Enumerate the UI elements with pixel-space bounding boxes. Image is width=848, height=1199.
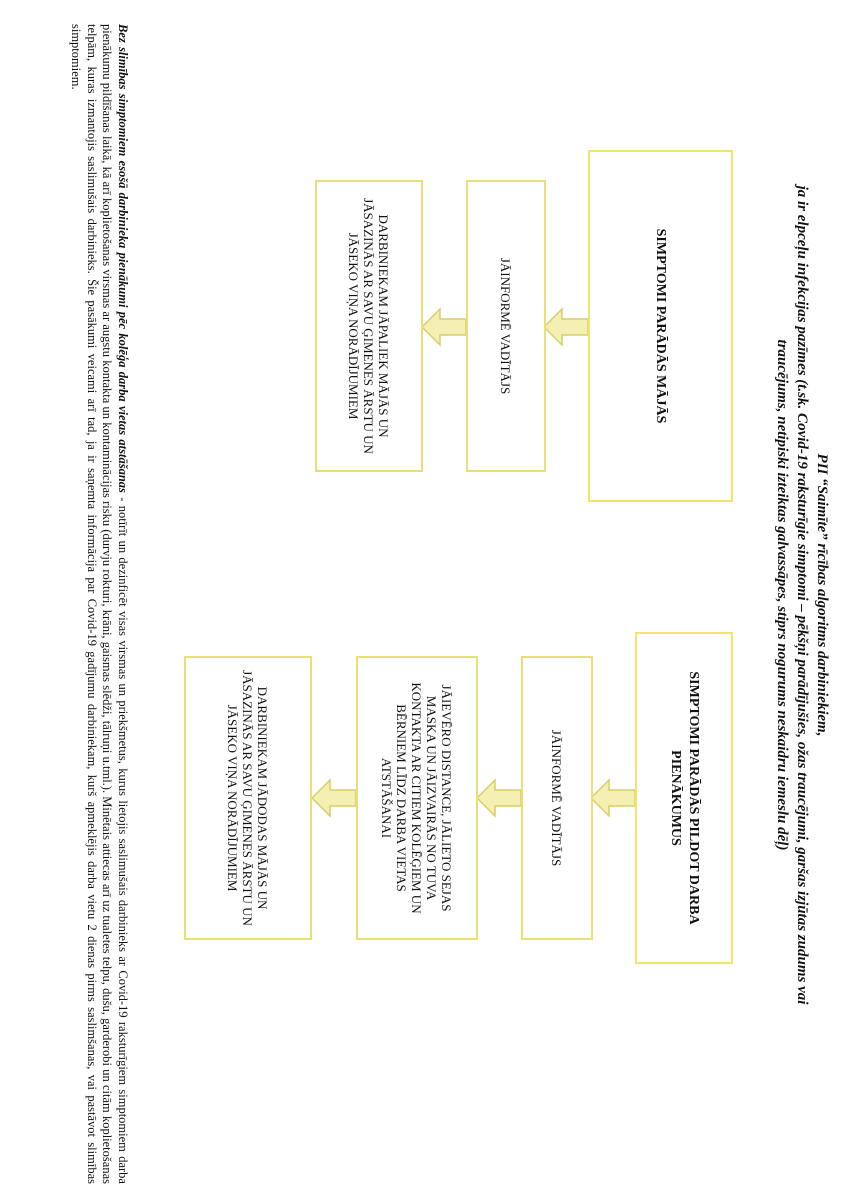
box-stay-home-contact-doctor-label: DARBINIEKAM JĀPALIEK MĀJĀS UN JĀSAZINĀS AR SAVU ĢIMENES ĀRSTU UN JĀSEKO VIŅA NORĀDĪJUMIEM — [346, 198, 392, 454]
box-keep-distance-wear-mask — [356, 656, 478, 940]
box-symptoms-at-work-label: SIMPTOMI PARĀDĀS PILDOT DARBA PIENĀKUMUS — [668, 671, 701, 925]
box-symptoms-at-work — [635, 632, 733, 964]
footer-body: - notīrīt un dezinficēt visas virsmas un priekšmetus, kurus lietojis saslimušais darbinieks ar Covid-19 raksturīgiem simptomiem darba pienākumu pildīšanas laikā, kā arī koplietošanas virsmas ar augstu kontakta un kontaminācijas risku (durvju rokturi, krāni, gaismas slēdži, tālruņi u.tml.). Minētais attiecas arī uz tualetes telpu, dušu, garderobi un citām koplietošanas telpām, kuras izmantojis saslimušais darbinieks. Šie pasākumi veicami arī tad, ja ir saņemta informācija par Covid-19 gadījumu darbiniekam, kurš apmeklējis darba vietu 2 dienas pirms saslimšanas, vai pastāvot slimības simptomiem. — [69, 24, 130, 1184]
box-go-home-contact-doctor — [184, 656, 312, 940]
footer-paragraph — [68, 24, 130, 1184]
arrow-work-to-inform — [591, 776, 635, 820]
footer-lead: Bez slimības simptomiem esošā darbinieka pienākumi pēc kolēģa darba vietas atstāšanas — [116, 24, 130, 493]
arrow-home-to-inform — [544, 305, 588, 349]
arrow-inform-to-stay-home — [422, 305, 466, 349]
box-keep-distance-wear-mask-label: JĀIEVĒRO DISTANCE, JĀLIETO SEJAS MASKA UN JĀIZVAIRĀS NO TUVA KONTAKTA AR CITIEM KOLĒĢIEM UN BĒRNIEM LĪDZ DARBA VIETAS ATSTĀŠANAI — [379, 682, 455, 914]
arrow-inform-to-distance — [477, 776, 521, 820]
box-symptoms-at-home-label: SIMPTOMI PARĀDĀS MĀJĀS — [653, 228, 669, 424]
box-inform-manager-home — [466, 180, 546, 472]
arrow-distance-to-go-home — [312, 776, 356, 820]
box-symptoms-at-home — [588, 150, 733, 502]
document-subtitle-line2: traucējums, netipiski izteiktas galvassāpes, stiprs nogurums neskaidru iemeslu dēļ) — [774, 339, 790, 851]
box-inform-manager-home-label: JĀINFORMĒ VADĪTĀJS — [498, 257, 514, 395]
box-inform-manager-work — [521, 656, 593, 940]
box-inform-manager-work-label: JĀINFORMĒ VADĪTĀJS — [549, 729, 565, 867]
document-title: PII “Saimīte” rīcības algoritms darbiniekiem, — [814, 453, 830, 737]
box-stay-home-contact-doctor — [315, 180, 423, 472]
document-subtitle-line1: ja ir elpceļu infekcijas pazīmes (t.sk. Covid-19 raksturīgie simptomi – pēkšņi parādījušies, ožas traucējumi, garšas izjūtas zudums vai — [794, 185, 810, 1005]
box-go-home-contact-doctor-label: DARBINIEKAM JĀDODAS MĀJĀS UN JĀSAZINĀS AR SAVU ĢIMENES ĀRSTU UN JĀSEKO VIŅA NORĀDĪJUMIEM — [225, 670, 271, 926]
